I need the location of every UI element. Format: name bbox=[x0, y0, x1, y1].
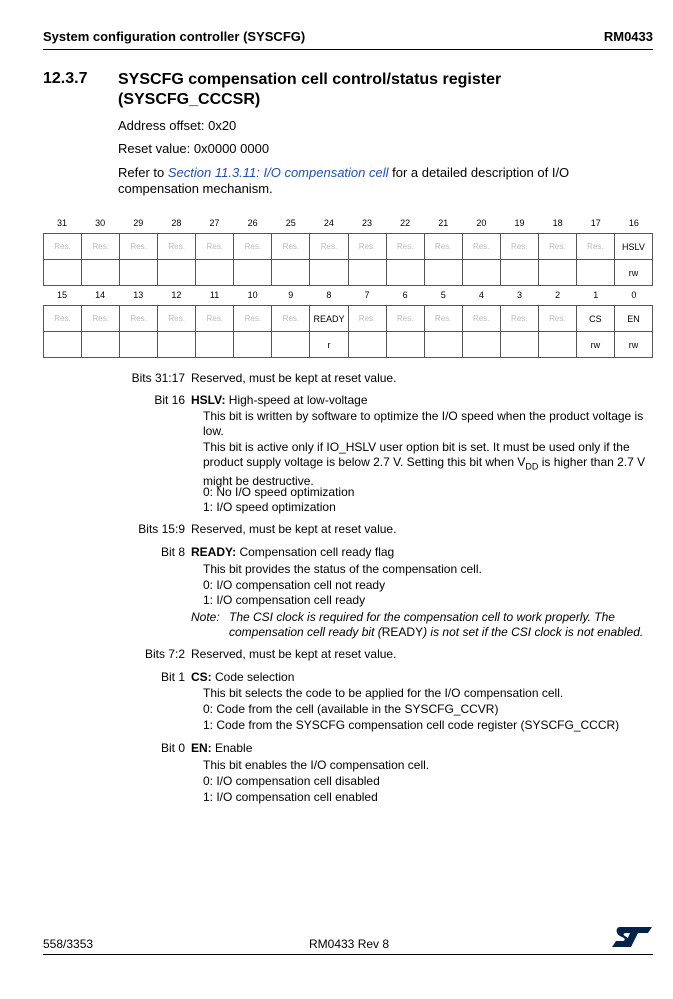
st-logo-icon bbox=[612, 925, 652, 949]
bit-8-desc-1: This bit provides the status of the compensation cell. bbox=[203, 562, 482, 576]
lower-field-cell: READY bbox=[310, 306, 348, 332]
bit-8-desc-2: 0: I/O compensation cell not ready bbox=[203, 578, 386, 592]
lower-access-cell bbox=[272, 332, 310, 358]
upper-access-cell bbox=[348, 260, 386, 286]
lower-field-cell: Res. bbox=[348, 306, 386, 332]
upper-field-cell: Res. bbox=[386, 234, 424, 260]
lower-access-cell bbox=[538, 332, 576, 358]
upper-field-cell: Res. bbox=[82, 234, 120, 260]
lower-field-cell: Res. bbox=[272, 306, 310, 332]
bit-16-desc-2a: This bit is active only if IO_HSLV user option bit is set. It must be used only if the product supply voltage is below 2.7 V. Setting this bit when V bbox=[203, 440, 630, 469]
upper-access-cell bbox=[82, 260, 120, 286]
bit-0-heading bbox=[191, 741, 651, 756]
lower-field-cell: Res. bbox=[538, 306, 576, 332]
lower-access-cell bbox=[462, 332, 500, 358]
bit-0-desc-3: 1: I/O compensation cell enabled bbox=[203, 790, 378, 804]
bit-8-label: Bit 8 bbox=[160, 545, 185, 559]
upper-field-cell: Res. bbox=[576, 234, 614, 260]
refer-post: for a detailed description of I/O compensation mechanism. bbox=[118, 165, 570, 196]
note-text-c: ) is not set if the CSI clock is not enabled. bbox=[423, 625, 644, 639]
lower-bit-number: 9 bbox=[288, 290, 294, 300]
upper-access-cell bbox=[538, 260, 576, 286]
upper-field-cell: Res. bbox=[348, 234, 386, 260]
bit-1-desc-2: 0: Code from the cell (available in the SYSCFG_CCVR) bbox=[203, 702, 499, 716]
header-doc-id: RM0433 bbox=[603, 29, 653, 44]
upper-field-cell: Res. bbox=[424, 234, 462, 260]
lower-access-cell bbox=[386, 332, 424, 358]
vdd-subscript: DD bbox=[525, 461, 539, 472]
doc-revision: RM0433 Rev 8 bbox=[309, 937, 390, 951]
upper-bit-number: 18 bbox=[552, 218, 563, 228]
lower-bit-number: 3 bbox=[517, 290, 523, 300]
upper-field-cell: Res. bbox=[500, 234, 538, 260]
upper-access-cell bbox=[462, 260, 500, 286]
upper-bit-number: 28 bbox=[171, 218, 182, 228]
lower-field-cell: Res. bbox=[386, 306, 424, 332]
upper-field-cell: Res. bbox=[462, 234, 500, 260]
bit-0-name: EN: bbox=[191, 741, 212, 755]
lower-access-cell bbox=[82, 332, 120, 358]
refer-pre: Refer to bbox=[118, 165, 168, 180]
lower-bit-number: 11 bbox=[209, 290, 220, 300]
bits-7-2-text: Reserved, must be kept at reset value. bbox=[191, 647, 397, 661]
bits-7-2-label: Bits 7:2 bbox=[144, 647, 185, 661]
upper-bit-number: 22 bbox=[400, 218, 411, 228]
lower-bit-number: 1 bbox=[593, 290, 599, 300]
upper-bit-number: 29 bbox=[133, 218, 144, 228]
lower-field-cell: Res. bbox=[44, 306, 82, 332]
upper-access-cell bbox=[310, 260, 348, 286]
lower-bit-number: 5 bbox=[440, 290, 446, 300]
bit-1-label: Bit 1 bbox=[160, 670, 185, 684]
reset-value: Reset value: 0x0000 0000 bbox=[118, 141, 270, 156]
lower-field-cell: Res. bbox=[82, 306, 120, 332]
lower-bit-number: 8 bbox=[326, 290, 332, 300]
upper-access-cell bbox=[576, 260, 614, 286]
bit-16-name: HSLV: bbox=[191, 393, 226, 407]
upper-bit-number: 23 bbox=[362, 218, 373, 228]
bit-1-desc-1: This bit selects the code to be applied for the I/O compensation cell. bbox=[203, 686, 564, 700]
note-text-a: The CSI clock is required for the compensation cell to work properly. The compensation cell ready bit ( bbox=[229, 610, 615, 639]
refer-paragraph bbox=[118, 165, 638, 197]
lower-access-cell bbox=[234, 332, 272, 358]
upper-field-cell: Res. bbox=[158, 234, 196, 260]
note-ready: READY bbox=[381, 625, 424, 639]
section-title: SYSCFG compensation cell control/status register (SYSCFG_CCCSR) bbox=[118, 71, 502, 108]
upper-access-cell bbox=[120, 260, 158, 286]
upper-field-cell: Res. bbox=[272, 234, 310, 260]
lower-bit-number: 4 bbox=[478, 290, 484, 300]
lower-access-cell bbox=[158, 332, 196, 358]
bits-31-17-text: Reserved, must be kept at reset value. bbox=[191, 371, 397, 385]
section-link[interactable]: Section 11.3.11: I/O compensation cell bbox=[167, 165, 389, 180]
upper-access-cell bbox=[196, 260, 234, 286]
upper-field-cell: Res. bbox=[310, 234, 348, 260]
upper-bit-number: 19 bbox=[514, 218, 525, 228]
upper-field-cell: Res. bbox=[234, 234, 272, 260]
lower-access-cell bbox=[44, 332, 82, 358]
bits-31-17-label: Bits 31:17 bbox=[131, 371, 185, 385]
lower-bit-number: 6 bbox=[402, 290, 408, 300]
bit-8-title: Compensation cell ready flag bbox=[236, 545, 395, 559]
lower-field-cell: EN bbox=[614, 306, 652, 332]
lower-access-cell: rw bbox=[576, 332, 614, 358]
bit-0-desc-1: This bit enables the I/O compensation cell. bbox=[203, 758, 430, 772]
lower-field-cell: Res. bbox=[120, 306, 158, 332]
upper-field-cell: Res. bbox=[120, 234, 158, 260]
lower-field-cell: Res. bbox=[424, 306, 462, 332]
lower-bit-number: 7 bbox=[364, 290, 370, 300]
address-offset: Address offset: 0x20 bbox=[118, 118, 237, 133]
header-title: System configuration controller (SYSCFG) bbox=[43, 29, 306, 44]
bit-16-title: High-speed at low-voltage bbox=[225, 393, 368, 407]
upper-bit-numbers bbox=[43, 218, 653, 234]
lower-access-cell bbox=[424, 332, 462, 358]
upper-access-cell bbox=[500, 260, 538, 286]
bit-16-desc-4: 1: I/O speed optimization bbox=[203, 500, 336, 514]
upper-access-cell bbox=[158, 260, 196, 286]
upper-field-cell: Res. bbox=[196, 234, 234, 260]
lower-access-cell bbox=[120, 332, 158, 358]
bit-16-desc-2 bbox=[203, 440, 651, 489]
upper-bit-number: 21 bbox=[438, 218, 449, 228]
lower-field-cell: Res. bbox=[234, 306, 272, 332]
bit-1-title: Code selection bbox=[211, 670, 295, 684]
upper-bit-number: 30 bbox=[95, 218, 106, 228]
bit-8-desc-3: 1: I/O compensation cell ready bbox=[203, 593, 366, 607]
section-number: 12.3.7 bbox=[43, 70, 88, 87]
lower-bit-number: 0 bbox=[631, 290, 637, 300]
bit-8-name: READY: bbox=[191, 545, 237, 559]
bit-0-title: Enable bbox=[211, 741, 253, 755]
upper-bit-number: 31 bbox=[57, 218, 68, 228]
page-number: 558/3353 bbox=[43, 937, 94, 951]
lower-bit-number: 2 bbox=[555, 290, 561, 300]
lower-bit-numbers bbox=[43, 290, 653, 306]
lower-access-row bbox=[44, 332, 653, 358]
register-lower-table bbox=[43, 305, 653, 358]
header-divider bbox=[43, 49, 653, 50]
lower-access-cell bbox=[348, 332, 386, 358]
lower-access-cell: rw bbox=[614, 332, 652, 358]
upper-field-row bbox=[44, 234, 653, 260]
upper-field-cell: HSLV bbox=[614, 234, 652, 260]
lower-field-cell: CS bbox=[576, 306, 614, 332]
bit-16-desc-2b: is higher than 2.7 V might be destructive. bbox=[203, 455, 646, 489]
lower-field-cell: Res. bbox=[196, 306, 234, 332]
upper-bit-number: 27 bbox=[209, 218, 220, 228]
note-text bbox=[229, 610, 651, 640]
bit-0-label: Bit 0 bbox=[160, 741, 185, 755]
bit-16-heading bbox=[191, 393, 651, 408]
register-upper-table bbox=[43, 233, 653, 286]
bit-0-desc-2: 0: I/O compensation cell disabled bbox=[203, 774, 380, 788]
upper-bit-number: 17 bbox=[590, 218, 601, 228]
lower-bit-number: 14 bbox=[95, 290, 106, 300]
upper-bit-number: 24 bbox=[323, 218, 334, 228]
bit-1-heading bbox=[191, 670, 651, 685]
upper-access-cell bbox=[272, 260, 310, 286]
bit-16-label: Bit 16 bbox=[154, 393, 185, 407]
lower-field-row bbox=[44, 306, 653, 332]
lower-bit-number: 12 bbox=[171, 290, 182, 300]
lower-field-cell: Res. bbox=[158, 306, 196, 332]
upper-field-cell: Res. bbox=[44, 234, 82, 260]
bit-8-heading bbox=[191, 545, 651, 560]
bits-15-9-text: Reserved, must be kept at reset value. bbox=[191, 522, 397, 536]
lower-access-cell: r bbox=[310, 332, 348, 358]
bit-16-desc-1: This bit is written by software to optimize the I/O speed when the product voltage is low. bbox=[203, 409, 644, 438]
lower-access-cell bbox=[500, 332, 538, 358]
note-label: Note: bbox=[191, 610, 220, 624]
lower-field-cell: Res. bbox=[462, 306, 500, 332]
footer-divider bbox=[43, 954, 653, 955]
lower-access-cell bbox=[196, 332, 234, 358]
bit-1-name: CS: bbox=[191, 670, 212, 684]
lower-bit-number: 13 bbox=[133, 290, 144, 300]
upper-bit-number: 16 bbox=[628, 218, 639, 228]
upper-bit-number: 26 bbox=[247, 218, 258, 228]
upper-bit-number: 20 bbox=[476, 218, 487, 228]
bit-16-desc-3: 0: No I/O speed optimization bbox=[203, 485, 355, 499]
upper-access-cell bbox=[386, 260, 424, 286]
upper-access-cell: rw bbox=[614, 260, 652, 286]
bits-15-9-label: Bits 15:9 bbox=[138, 522, 185, 536]
upper-access-cell bbox=[234, 260, 272, 286]
bit-1-desc-3: 1: Code from the SYSCFG compensation cell code register (SYSCFG_CCCR) bbox=[203, 718, 620, 732]
lower-field-cell: Res. bbox=[500, 306, 538, 332]
lower-bit-number: 10 bbox=[247, 290, 258, 300]
upper-bit-number: 25 bbox=[285, 218, 296, 228]
upper-access-cell bbox=[44, 260, 82, 286]
lower-bit-number: 15 bbox=[57, 290, 68, 300]
upper-access-row bbox=[44, 260, 653, 286]
upper-access-cell bbox=[424, 260, 462, 286]
upper-field-cell: Res. bbox=[538, 234, 576, 260]
